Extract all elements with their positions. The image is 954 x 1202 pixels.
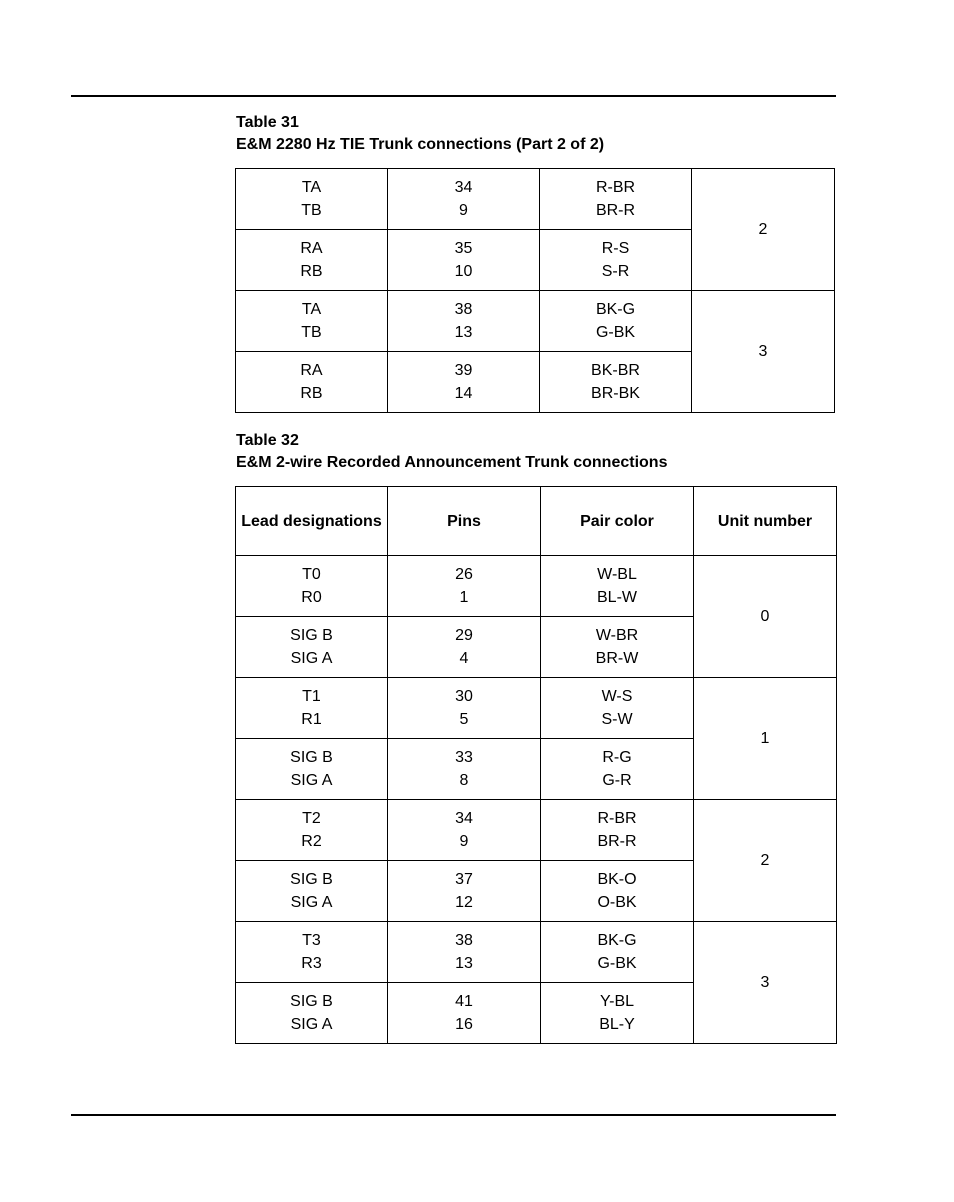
pair-color-line: R-BR: [597, 810, 637, 827]
unit-number-cell: 3: [692, 291, 835, 413]
lead-designation-cell: [236, 922, 388, 983]
pins-line: 39: [454, 362, 473, 379]
header-pins: Pins: [388, 487, 541, 556]
lead-designation-line: RB: [300, 385, 323, 402]
pins-line: 10: [454, 263, 473, 280]
pins-line: 41: [455, 993, 473, 1010]
unit-number-cell: 2: [694, 800, 837, 922]
header-unit-number: Unit number: [694, 487, 837, 556]
lead-designation-cell: [236, 556, 388, 617]
pair-color-line: G-BK: [597, 955, 637, 972]
lead-designation-line: TA: [301, 179, 322, 196]
pins-line: 13: [454, 324, 473, 341]
pair-color-line: S-R: [601, 263, 630, 280]
lead-designation-cell: [236, 983, 388, 1044]
pair-color-line: G-BK: [595, 324, 636, 341]
table31-title: E&M 2280 Hz TIE Trunk connections (Part 2 of 2): [236, 136, 605, 153]
lead-designation-cell: [236, 352, 388, 413]
pins-line: 38: [455, 932, 473, 949]
pins-line: 9: [459, 202, 468, 219]
table32-header-row: [236, 487, 837, 556]
lead-designation-line: RB: [300, 263, 323, 280]
pair-color-cell: [541, 617, 694, 678]
table31-label: Table 31: [236, 114, 299, 131]
pins-line: 29: [455, 627, 473, 644]
lead-designation-cell: [236, 800, 388, 861]
table-row: [236, 922, 837, 983]
pair-color-cell: [541, 739, 694, 800]
lead-designation-line: SIG B: [290, 749, 333, 766]
unit-number-cell: 0: [694, 556, 837, 678]
table31-body: [236, 169, 835, 413]
table32: [235, 486, 837, 1044]
pins-line: 33: [455, 749, 473, 766]
pair-color-line: BL-W: [597, 589, 637, 606]
pair-color-cell: [540, 230, 692, 291]
pair-color-line: R-G: [602, 749, 632, 766]
pins-cell: [388, 556, 541, 617]
pair-color-cell: [540, 169, 692, 230]
lead-designation-line: T3: [302, 932, 321, 949]
lead-designation-line: RA: [300, 240, 323, 257]
pins-line: 8: [459, 772, 469, 789]
table-row: [236, 291, 835, 352]
lead-designation-line: SIG A: [290, 1016, 333, 1033]
lead-designation-line: SIG B: [290, 871, 333, 888]
pins-line: 35: [454, 240, 473, 257]
table32-body: [236, 556, 837, 1044]
pair-color-line: BK-G: [597, 932, 637, 949]
lead-designation-cell: [236, 230, 388, 291]
unit-number-cell: 3: [694, 922, 837, 1044]
lead-designation-line: SIG A: [290, 650, 333, 667]
pair-color-cell: [541, 800, 694, 861]
lead-designation-cell: [236, 169, 388, 230]
pair-color-line: BR-R: [597, 833, 637, 850]
pins-line: 9: [459, 833, 469, 850]
lead-designation-cell: [236, 678, 388, 739]
pair-color-cell: [541, 678, 694, 739]
lead-designation-line: TA: [301, 301, 322, 318]
pair-color-line: BR-R: [595, 202, 636, 219]
lead-designation-cell: [236, 739, 388, 800]
pins-cell: [388, 678, 541, 739]
pair-color-line: BK-BR: [591, 362, 640, 379]
lead-designation-line: SIG B: [290, 993, 333, 1010]
lead-designation-line: TB: [301, 324, 322, 341]
pins-cell: [388, 169, 540, 230]
header-pair-color: Pair color: [541, 487, 694, 556]
pins-cell: [388, 800, 541, 861]
header-lead-line: Lead: [241, 512, 279, 530]
lead-designation-line: SIG A: [290, 772, 333, 789]
pins-cell: [388, 291, 540, 352]
table-row: [236, 678, 837, 739]
pins-cell: [388, 617, 541, 678]
pins-line: 1: [459, 589, 469, 606]
lead-designation-line: SIG A: [290, 894, 333, 911]
lead-designation-line: R2: [301, 833, 322, 850]
pair-color-line: G-R: [602, 772, 632, 789]
lead-designation-line: T2: [302, 810, 321, 827]
pins-line: 12: [455, 894, 473, 911]
pair-color-line: Y-BL: [599, 993, 635, 1010]
header-lead-designations: [236, 487, 388, 556]
unit-number-cell: 1: [694, 678, 837, 800]
pair-color-line: BK-G: [595, 301, 636, 318]
lead-designation-line: TB: [301, 202, 322, 219]
unit-number-cell: 2: [692, 169, 835, 291]
pair-color-line: S-W: [601, 711, 633, 728]
pins-cell: [388, 861, 541, 922]
table31: [235, 168, 835, 413]
pair-color-cell: [540, 291, 692, 352]
table32-label: Table 32: [236, 432, 299, 449]
lead-designation-line: R3: [301, 955, 322, 972]
pins-line: 37: [455, 871, 473, 888]
pair-color-line: W-BL: [597, 566, 637, 583]
lead-designation-line: RA: [300, 362, 323, 379]
pair-color-line: BR-W: [595, 650, 639, 667]
table-row: [236, 169, 835, 230]
pins-line: 5: [459, 711, 469, 728]
pair-color-line: BK-O: [597, 871, 637, 888]
lead-designation-cell: [236, 291, 388, 352]
pair-color-line: BL-Y: [599, 1016, 635, 1033]
table32-title: E&M 2-wire Recorded Announcement Trunk connections: [236, 454, 668, 471]
lead-designation-line: SIG B: [290, 627, 333, 644]
footer-rule: [71, 1114, 836, 1116]
table31-caption: [236, 112, 604, 156]
pair-color-line: W-BR: [595, 627, 639, 644]
header-rule: [71, 95, 836, 97]
pair-color-line: BR-BK: [591, 385, 640, 402]
pins-cell: [388, 230, 540, 291]
pins-line: 34: [455, 810, 473, 827]
pair-color-cell: [541, 556, 694, 617]
pins-line: 38: [454, 301, 473, 318]
pins-line: 34: [454, 179, 473, 196]
lead-designation-line: T0: [302, 566, 321, 583]
table32-caption: [236, 430, 667, 474]
header-lead-line: designations: [283, 512, 382, 530]
pins-line: 26: [455, 566, 473, 583]
lead-designation-line: R1: [301, 711, 322, 728]
pins-line: 13: [455, 955, 473, 972]
pair-color-line: R-S: [601, 240, 630, 257]
lead-designation-cell: [236, 617, 388, 678]
pair-color-cell: [541, 861, 694, 922]
pair-color-cell: [541, 922, 694, 983]
pins-line: 14: [454, 385, 473, 402]
pair-color-cell: [541, 983, 694, 1044]
pins-line: 30: [455, 688, 473, 705]
pair-color-line: R-BR: [595, 179, 636, 196]
pair-color-line: O-BK: [597, 894, 637, 911]
pins-cell: [388, 922, 541, 983]
table-row: [236, 556, 837, 617]
pins-cell: [388, 983, 541, 1044]
lead-designation-line: T1: [302, 688, 321, 705]
pins-line: 4: [459, 650, 469, 667]
pair-color-cell: [540, 352, 692, 413]
lead-designation-line: R0: [301, 589, 322, 606]
table-row: [236, 800, 837, 861]
pins-cell: [388, 739, 541, 800]
pins-line: 16: [455, 1016, 473, 1033]
pins-cell: [388, 352, 540, 413]
pair-color-line: W-S: [601, 688, 633, 705]
lead-designation-cell: [236, 861, 388, 922]
